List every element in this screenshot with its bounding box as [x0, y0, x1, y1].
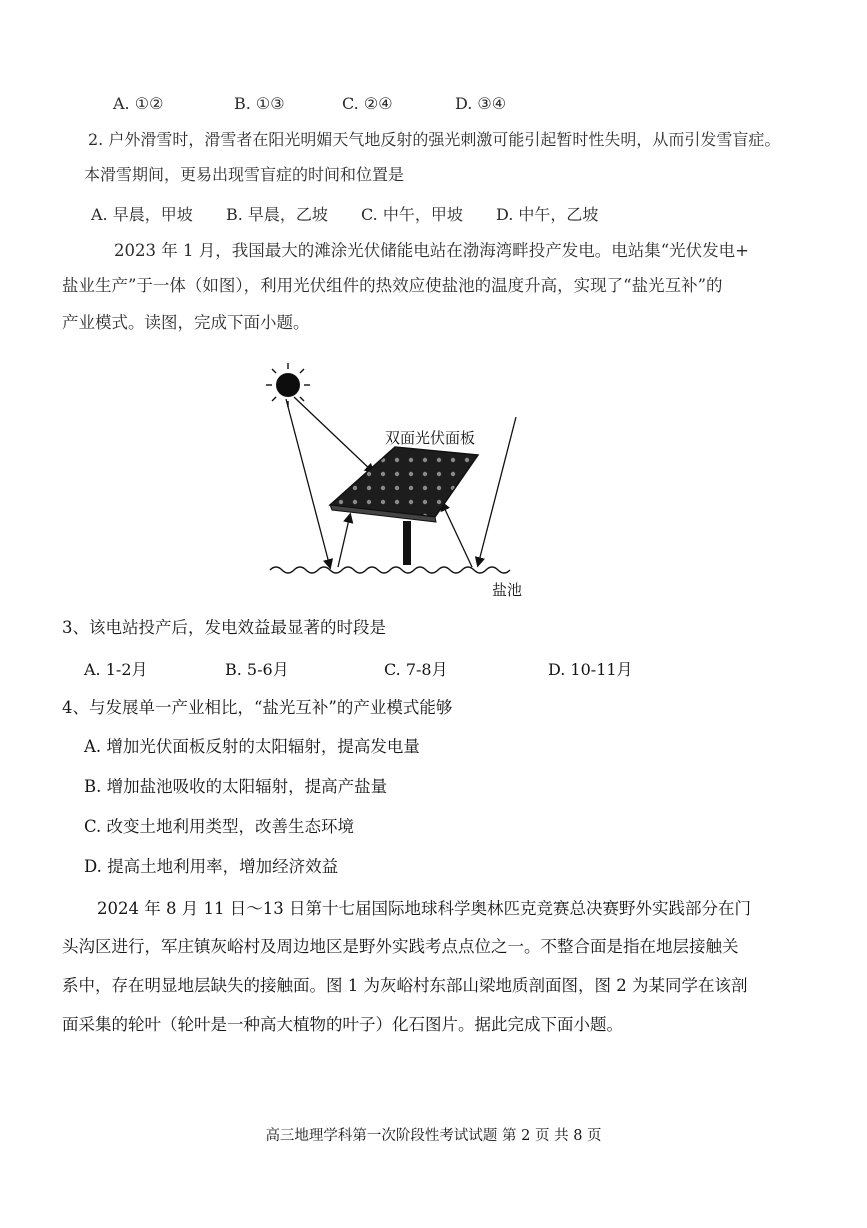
panel-label: 双面光伏面板 — [385, 429, 476, 447]
salt-pool-surface — [270, 567, 510, 573]
option-b: B. ①③ — [234, 94, 285, 113]
option-a: A. 早晨，甲坡 — [91, 205, 193, 224]
question-4-stem: 4、与发展单一产业相比，“盐光互补”的产业模式能够 — [62, 698, 453, 717]
option-d: D. 10-11月 — [548, 660, 633, 679]
option-b: B. 5-6月 — [225, 660, 289, 679]
intro-1-line-1: 2023 年 1 月，我国最大的滩涂光伏储能电站在渤海湾畔投产发电。电站集“光伏发电+ — [114, 241, 749, 260]
salt-pv-figure — [250, 355, 550, 605]
question-4-option-c: C. 改变土地利用类型，改善生态环境 — [84, 817, 355, 836]
option-d: D. ③④ — [455, 94, 507, 113]
question-2-line-2: 本滑雪期间，更易出现雪盲症的时间和位置是 — [84, 165, 405, 184]
question-3-options — [0, 657, 867, 679]
option-c: C. ②④ — [342, 94, 393, 113]
option-c: C. 中午，甲坡 — [361, 205, 463, 224]
option-c: C. 7-8月 — [384, 660, 448, 679]
pool-label: 盐池 — [492, 581, 523, 599]
option-b: B. 早晨，乙坡 — [226, 205, 328, 224]
question-2-line-1: 2. 户外滑雪时，滑雪者在阳光明媚天气地反射的强光刺激可能引起暂时性失明，从而引发雪盲症。 — [88, 130, 781, 149]
question-4-option-a: A. 增加光伏面板反射的太阳辐射，提高发电量 — [84, 737, 420, 756]
option-d: D. 中午，乙坡 — [496, 205, 599, 224]
question-4-option-b: B. 增加盐池吸收的太阳辐射，提高产盐量 — [84, 777, 388, 796]
question-4-option-d: D. 提高土地利用率，增加经济效益 — [84, 857, 339, 876]
intro-1-line-3: 产业模式。读图，完成下面小题。 — [62, 313, 310, 332]
option-a: A. ①② — [113, 94, 164, 113]
question-2-options — [0, 202, 867, 224]
prev-question-options — [0, 94, 867, 116]
intro-2-line-3: 系中，存在明显地层缺失的接触面。图 1 为灰峪村东部山梁地质剖面图，图 2 为某同学在该剖 — [62, 976, 748, 995]
intro-2-line-1: 2024 年 8 月 11 日～13 日第十七届国际地球科学奥林匹克竞赛总决赛野外实践部分在门 — [97, 899, 751, 918]
option-a: A. 1-2月 — [84, 660, 148, 679]
page-footer: 高三地理学科第一次阶段性考试试题 第 2 页 共 8 页 — [265, 1128, 602, 1144]
intro-2-line-4: 面采集的轮叶（轮叶是一种高大植物的叶子）化石图片。据此完成下面小题。 — [62, 1015, 623, 1034]
intro-1-line-2: 盐业生产”于一体（如图），利用光伏组件的热效应使盐池的温度升高，实现了“盐光互补”的 — [62, 276, 723, 295]
question-3-stem: 3、该电站投产后，发电效益最显著的时段是 — [62, 618, 386, 637]
solar-panel — [330, 447, 478, 565]
sun-icon — [266, 363, 310, 407]
intro-2-line-2: 头沟区进行，军庄镇灰峪村及周边地区是野外实践考点点位之一。不整合面是指在地层接触关 — [62, 937, 739, 956]
